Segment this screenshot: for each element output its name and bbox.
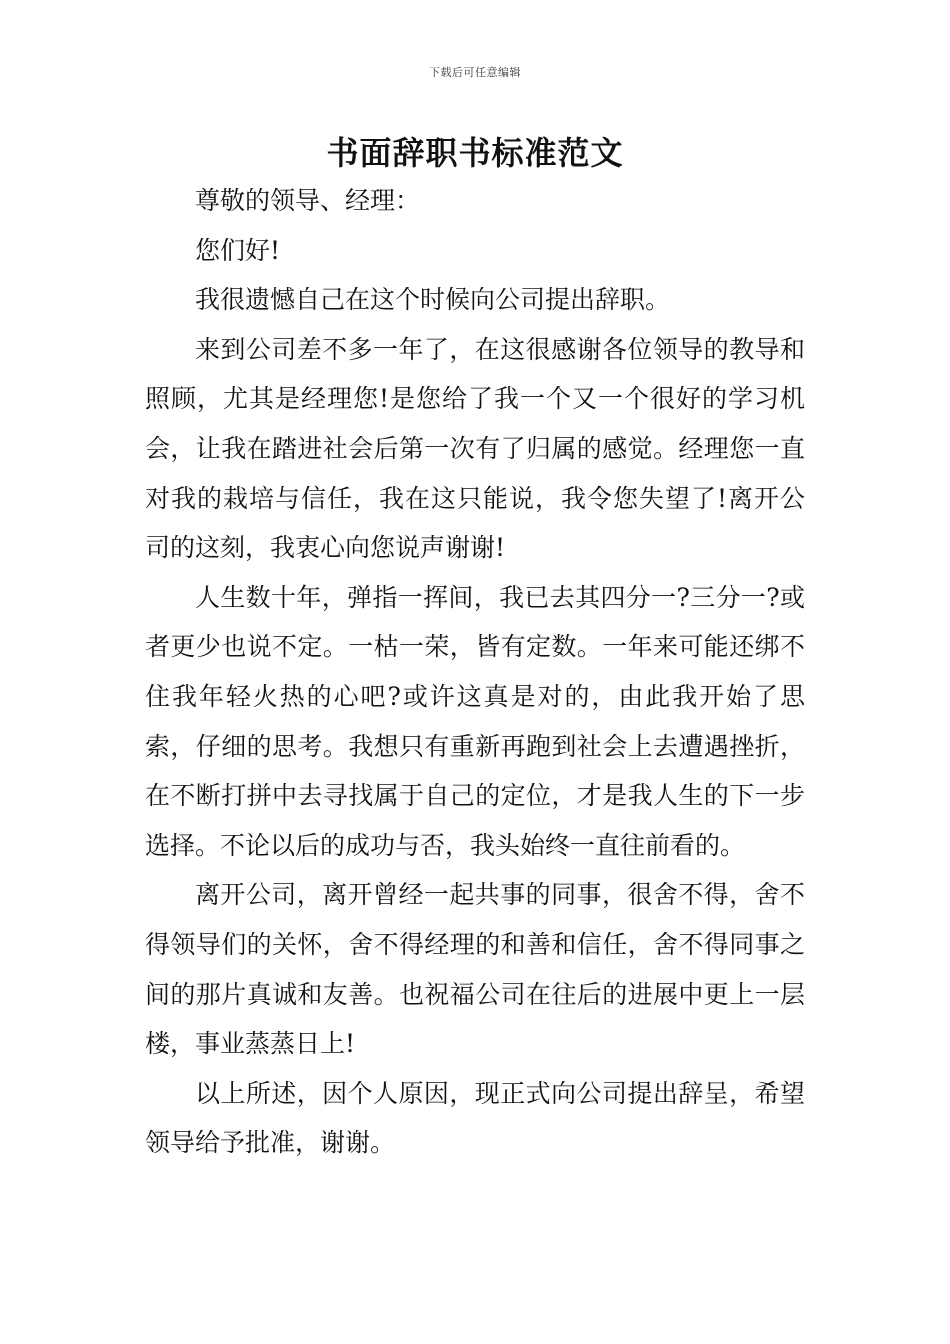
paragraph-gratitude: 来到公司差不多一年了，在这很感谢各位领导的教导和照顾，尤其是经理您!是您给了我一个又一个很好的学习机会，让我在踏进社会后第一次有了归属的感觉。经理您一直对我的栽培与信任，我在这只能说，我令您失望了!离开公司的这刻，我衷心向您说声谢谢! [145, 334, 805, 563]
greeting: 您们好! [195, 235, 281, 265]
letter-body [145, 176, 805, 1168]
salutation: 尊敬的领导、经理： [195, 186, 421, 215]
document-title: 书面辞职书标准范文 [326, 134, 624, 172]
paragraph-farewell: 离开公司，离开曾经一起共事的同事，很舍不得，舍不得领导们的关怀，舍不得经理的和善和信任，舍不得同事之间的那片真诚和友善。也祝福公司在往后的进展中更上一层楼，事业蒸蒸日上! [145, 880, 805, 1059]
header-note: 下载后可任意编辑 [429, 66, 521, 79]
paragraph-opening: 我很遗憾自己在这个时候向公司提出辞职。 [195, 285, 671, 315]
paragraph-closing: 以上所述，因个人原因，现正式向公司提出辞呈，希望领导给予批准，谢谢。 [145, 1078, 805, 1158]
paragraph-reflection: 人生数十年，弹指一挥间，我已去其四分一?三分一?或者更少也说不定。一枯一荣，皆有定数。一年来可能还绑不住我年轻火热的心吧?或许这真是对的，由此我开始了思索，仔细的思考。我想只有重新再跑到社会上去遭遇挫折，在不断打拼中去寻找属于自己的定位，才是我人生的下一步选择。不论以后的成功与否，我头始终一直往前看的。 [145, 582, 805, 860]
